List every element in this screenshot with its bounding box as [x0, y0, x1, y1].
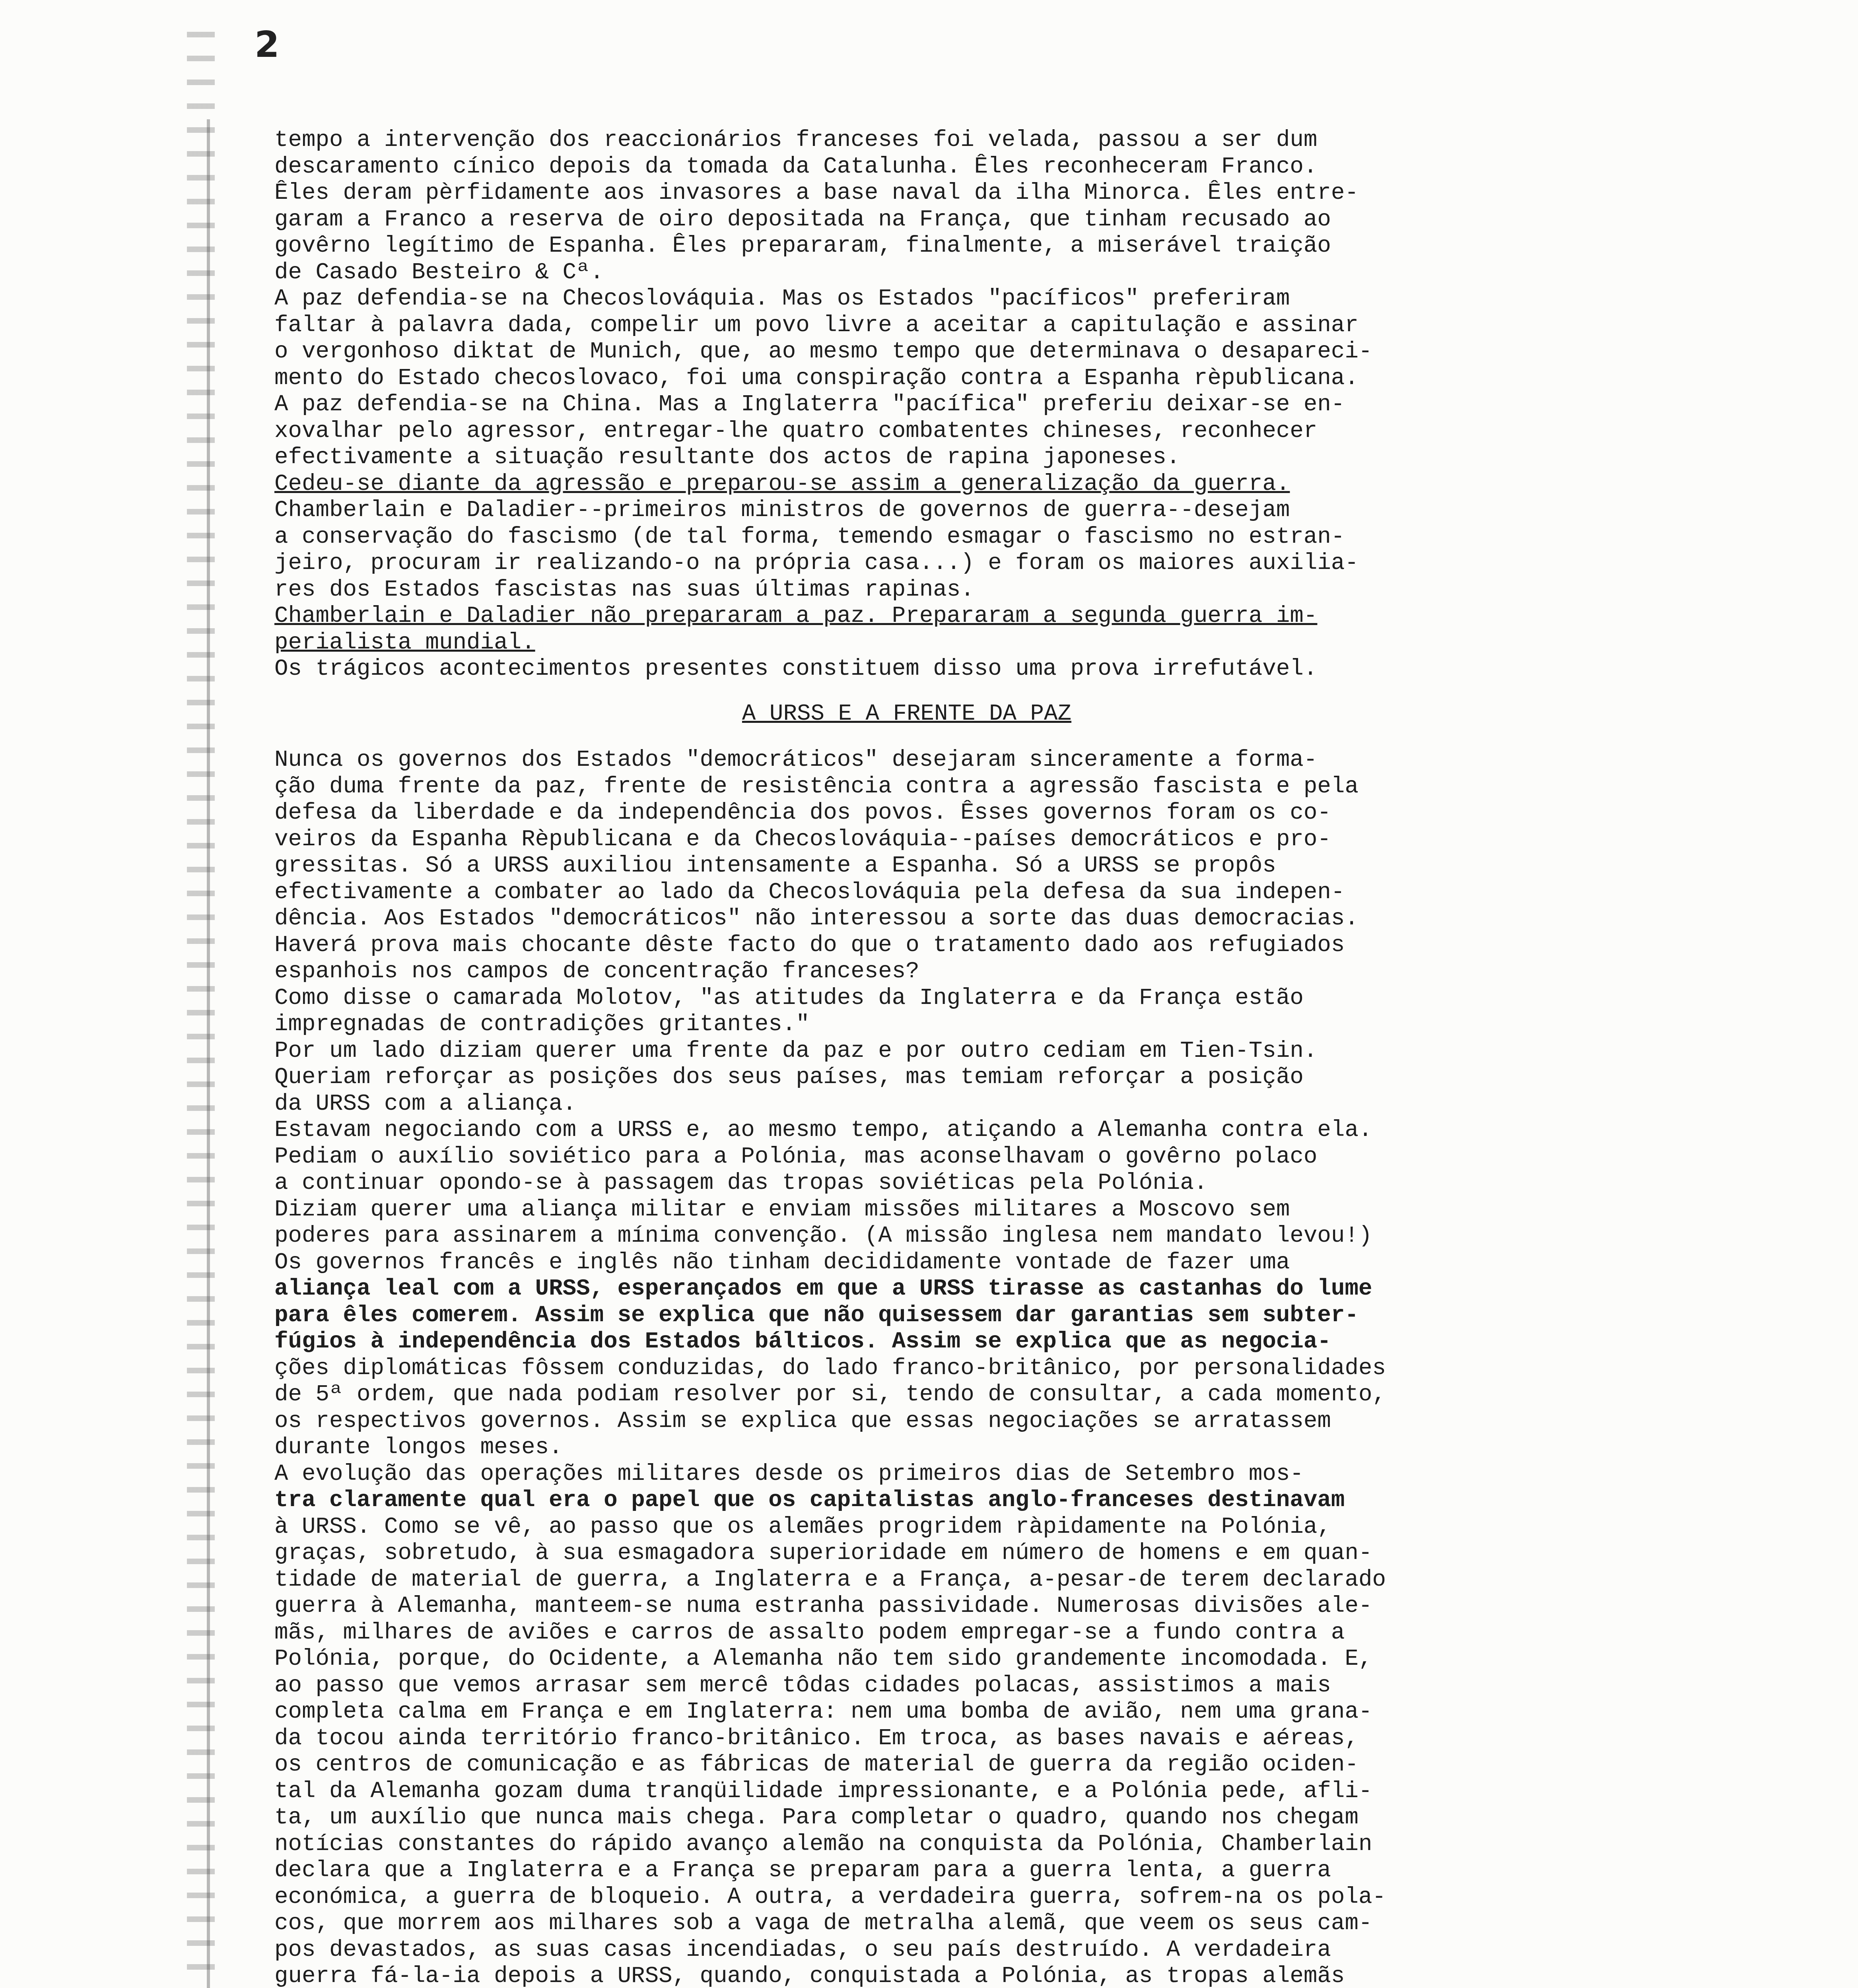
- text-line: os respectivos governos. Assim se explica que essas negociações se arratassem: [274, 1408, 1331, 1434]
- text-line-underlined: Cedeu-se diante da agressão e preparou-se assim a generalização da guerra.: [274, 471, 1290, 497]
- text-line: à URSS. Como se vê, ao passo que os alemães progridem ràpidamente na Polónia,: [274, 1514, 1331, 1540]
- text-line: garam a Franco a reserva de oiro depositada na França, que tinham recusado ao: [274, 206, 1331, 233]
- text-line: Nunca os governos dos Estados "democráticos" desejaram sinceramente a forma-: [274, 747, 1318, 773]
- text-line: Haverá prova mais chocante dêste facto do que o tratamento dado aos refugiados: [274, 932, 1345, 958]
- text-line: A paz defendia-se na China. Mas a Inglaterra "pacífica" preferiu deixar-se en-: [274, 392, 1345, 417]
- text-line: de Casado Besteiro & Cª.: [274, 259, 604, 285]
- text-line: faltar à palavra dada, compelir um povo livre a aceitar a capitulação e assinar: [274, 312, 1359, 338]
- text-line: Diziam querer uma aliança militar e enviam missões militares a Moscovo sem: [274, 1196, 1290, 1223]
- text-line: mãs, milhares de aviões e carros de assalto podem empregar-se a fundo contra a: [274, 1619, 1345, 1646]
- text-line: efectivamente a situação resultante dos actos de rapina japoneses.: [274, 445, 1180, 470]
- document-body: [274, 127, 1539, 1988]
- text-line: tra claramente qual era o papel que os capitalistas anglo-franceses destinavam: [274, 1487, 1345, 1513]
- text-line: guerra à Alemanha, manteem-se numa estranha passividade. Numerosas divisões ale-: [274, 1593, 1372, 1619]
- text-line: a continuar opondo-se à passagem das tropas soviéticas pela Polónia.: [274, 1170, 1208, 1196]
- text-line: tidade de material de guerra, a Inglaterra e a França, a-pesar-de terem declarado: [274, 1567, 1386, 1593]
- text-line: ta, um auxílio que nunca mais chega. Para completar o quadro, quando nos chegam: [274, 1805, 1359, 1831]
- text-line: jeiro, procuram ir realizando-o na própria casa...) e foram os maiores auxilia-: [274, 550, 1359, 576]
- text-line: declara que a Inglaterra e a França se preparam para a guerra lenta, a guerra: [274, 1858, 1331, 1883]
- text-line: veiros da Espanha Rèpublicana e da Checoslováquia--países democráticos e pro-: [274, 826, 1331, 852]
- text-line: ção duma frente da paz, frente de resistência contra a agressão fascista e pela: [274, 773, 1359, 800]
- binding-edge: [187, 32, 215, 1988]
- text-line: da URSS com a aliança.: [274, 1091, 577, 1117]
- text-line-underlined: perialista mundial.: [274, 629, 535, 656]
- text-line: xovalhar pelo agressor, entregar-lhe quatro combatentes chineses, reconhecer: [274, 418, 1318, 444]
- text-line: económica, a guerra de bloqueio. A outra, a verdadeira guerra, sofrem-na os pola-: [274, 1884, 1386, 1910]
- text-line: cos, que morrem aos milhares sob a vaga de metralha alemã, que veem os seus cam-: [274, 1910, 1372, 1936]
- text-line: Os trágicos acontecimentos presentes constituem disso uma prova irrefutável.: [274, 656, 1318, 682]
- text-line: aliança leal com a URSS, esperançados em que a URSS tirasse as castanhas do lume: [274, 1276, 1372, 1302]
- text-line: para êles comerem. Assim se explica que não quisessem dar garantias sem subter-: [274, 1302, 1359, 1328]
- text-line: impregnadas de contradições gritantes.": [274, 1011, 810, 1037]
- text-line: da tocou ainda território franco-britânico. Em troca, as bases navais e aéreas,: [274, 1725, 1359, 1751]
- text-line: gressitas. Só a URSS auxiliou intensamente a Espanha. Só a URSS se propôs: [274, 853, 1276, 879]
- text-line: guerra fá-la-ia depois a URSS, quando, conquistada a Polónia, as tropas alemãs: [274, 1963, 1345, 1988]
- section-heading: A URSS E A FRENTE DA PAZ: [742, 701, 1072, 727]
- text-line: notícias constantes do rápido avanço alemão na conquista da Polónia, Chamberlain: [274, 1831, 1372, 1857]
- text-line: poderes para assinarem a mínima convenção. (A missão inglesa nem mandato levou!): [274, 1223, 1372, 1249]
- text-line: graças, sobretudo, à sua esmagadora superioridade em número de homens e em quan-: [274, 1540, 1372, 1566]
- text-line: dência. Aos Estados "democráticos" não interessou a sorte das duas democracias.: [274, 906, 1359, 932]
- text-line: efectivamente a combater ao lado da Checoslováquia pela defesa da sua indepen-: [274, 879, 1345, 905]
- text-line: a conservação do fascismo (de tal forma, temendo esmagar o fascismo no estran-: [274, 524, 1345, 550]
- text-line: de 5ª ordem, que nada podiam resolver por si, tendo de consultar, a cada momento,: [274, 1382, 1386, 1408]
- text-line: Os governos francês e inglês não tinham decididamente vontade de fazer uma: [274, 1249, 1290, 1276]
- text-line-underlined: Chamberlain e Daladier não prepararam a paz. Prepararam a segunda guerra im-: [274, 603, 1318, 629]
- text-line: govêrno legítimo de Espanha. Êles prepararam, finalmente, a miserável traição: [274, 233, 1331, 259]
- text-line: pos devastados, as suas casas incendiadas, o seu país destruído. A verdadeira: [274, 1937, 1331, 1963]
- text-line: mento do Estado checoslovaco, foi uma conspiração contra a Espanha rèpublicana.: [274, 365, 1359, 391]
- text-line: tal da Alemanha gozam duma tranqüilidade impressionante, e a Polónia pede, afli-: [274, 1778, 1372, 1804]
- text-line: os centros de comunicação e as fábricas de material de guerra da região ociden-: [274, 1752, 1359, 1778]
- text-line: Queriam reforçar as posições dos seus países, mas temiam reforçar a posição: [274, 1064, 1304, 1090]
- text-line: completa calma em França e em Inglaterra: nem uma bomba de avião, nem uma grana-: [274, 1699, 1372, 1725]
- corner-mark: 2: [255, 24, 280, 66]
- text-line: Como disse o camarada Molotov, "as atitudes da Inglaterra e da França estão: [274, 985, 1304, 1011]
- text-line: defesa da liberdade e da independência dos povos. Êsses governos foram os co-: [274, 800, 1331, 826]
- text-line: ções diplomáticas fôssem conduzidas, do lado franco-britânico, por personalidades: [274, 1355, 1386, 1381]
- text-line: descaramento cínico depois da tomada da Catalunha. Êles reconheceram Franco.: [274, 153, 1318, 180]
- text-line: Êles deram pèrfidamente aos invasores a base naval da ilha Minorca. Êles entre-: [274, 180, 1359, 206]
- text-line: Estavam negociando com a URSS e, ao mesmo tempo, atiçando a Alemanha contra ela.: [274, 1117, 1372, 1143]
- text-line: fúgios à independência dos Estados bálticos. Assim se explica que as negocia-: [274, 1329, 1331, 1355]
- text-line: res dos Estados fascistas nas suas últimas rapinas.: [274, 577, 974, 603]
- text-line: ao passo que vemos arrasar sem mercê tôdas cidades polacas, assistimos a mais: [274, 1672, 1331, 1699]
- text-line: o vergonhoso diktat de Munich, que, ao mesmo tempo que determinava o desapareci-: [274, 339, 1372, 365]
- text-line: Pediam o auxílio soviético para a Polónia, mas aconselhavam o govêrno polaco: [274, 1143, 1318, 1170]
- text-line: tempo a intervenção dos reaccionários franceses foi velada, passou a ser dum: [274, 127, 1318, 153]
- text-line: A paz defendia-se na Checoslováquia. Mas os Estados "pacíficos" preferiram: [274, 286, 1290, 312]
- text-line: espanhois nos campos de concentração franceses?: [274, 959, 919, 984]
- text-line: Polónia, porque, do Ocidente, a Alemanha não tem sido grandemente incomodada. E,: [274, 1646, 1372, 1672]
- text-line: durante longos meses.: [274, 1435, 563, 1460]
- text-line: Por um lado diziam querer uma frente da paz e por outro cediam em Tien-Tsin.: [274, 1038, 1318, 1064]
- text-line: Chamberlain e Daladier--primeiros ministros de governos de guerra--desejam: [274, 497, 1290, 523]
- text-line: A evolução das operações militares desde os primeiros dias de Setembro mos-: [274, 1461, 1304, 1487]
